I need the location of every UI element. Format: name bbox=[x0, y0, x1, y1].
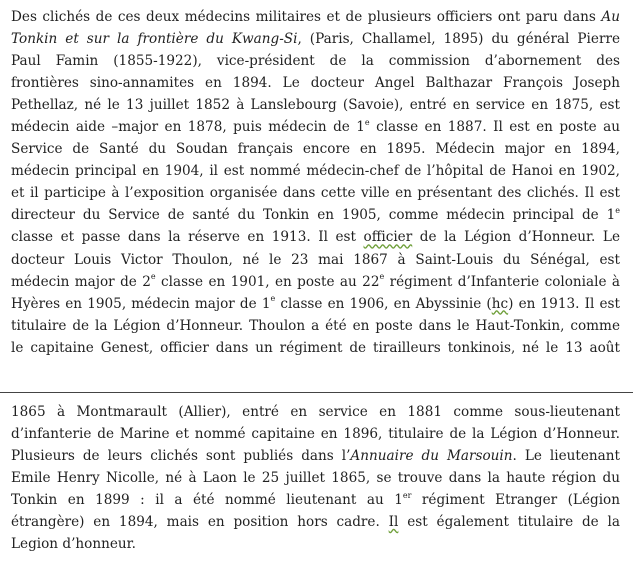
text-line: Paul Famin (1855-1922), vice-président de la commission d’abornement des bbox=[11, 53, 620, 70]
text-run: médecin aide –major en 1878, puis médecin de 1 bbox=[11, 119, 365, 136]
text-line: Pethellaz, né le 13 juillet 1852 à Lanslebourg (Savoie), entré en service en 1875, est bbox=[11, 97, 620, 114]
text-run: Hyères en 1905, médecin major de 1 bbox=[11, 295, 271, 312]
text-run: ) en 1913. Il est bbox=[508, 295, 620, 312]
spellcheck-word: officier bbox=[363, 229, 413, 246]
text-line: docteur Louis Victor Thoulon, né le 23 mai 1867 à Saint-Louis du Sénégal, est bbox=[11, 251, 620, 268]
text-line bbox=[11, 489, 620, 511]
superscript: e bbox=[379, 272, 385, 282]
superscript: e bbox=[150, 272, 156, 282]
page-divider bbox=[0, 392, 633, 393]
text-line: Service de Santé du Soudan français encore en 1895. Médecin major en 1894, bbox=[11, 141, 620, 158]
text-line: d’infanterie de Marine et nommé capitaine en 1896, titulaire de la Légion d’Honneur. bbox=[11, 426, 620, 443]
text-run: , (Paris, Challamel, 1895) du général Pierre bbox=[297, 31, 620, 48]
text-line: le capitaine Genest, officier dans un régiment de tirailleurs tonkinois, né le 13 août bbox=[11, 339, 620, 356]
text-line bbox=[11, 271, 620, 293]
text-run: classe en 1887. Il est en poste au bbox=[376, 119, 620, 136]
superscript: er bbox=[402, 490, 412, 500]
text-run: régiment d’Infanterie coloniale à bbox=[389, 273, 621, 290]
italic-text: Annuaire du Marsouin bbox=[350, 448, 513, 465]
text-line bbox=[11, 226, 620, 248]
text-line: et il participe à l’exposition organisée dans cette ville en présentant des clichés. Il est bbox=[11, 185, 620, 202]
text-line: Emile Henry Nicolle, né à Laon le 25 juillet 1865, se trouve dans la haute région du bbox=[11, 470, 620, 487]
superscript: e bbox=[364, 117, 370, 127]
text-line bbox=[11, 6, 620, 28]
text-run: classe en 1906, en Abyssinie ( bbox=[280, 295, 492, 312]
text-run: classe en 1901, en poste au 22 bbox=[161, 273, 380, 290]
superscript: e bbox=[615, 205, 620, 215]
text-line bbox=[11, 445, 620, 467]
text-run: de la Légion d’Honneur. Le bbox=[419, 229, 620, 246]
text-line: 1865 à Montmarault (Allier), entré en service en 1881 comme sous-lieutenant bbox=[11, 404, 620, 420]
text-run: Tonkin en 1899 : il a été nommé lieutenant au 1 bbox=[11, 492, 403, 509]
superscript: e bbox=[270, 294, 276, 304]
text-line: Legion d’honneur. bbox=[11, 536, 136, 553]
paragraph-upper bbox=[11, 6, 620, 359]
spellcheck-word: Il bbox=[388, 514, 399, 531]
text-line bbox=[11, 28, 620, 50]
italic-text: Tonkin et sur la frontière du Kwang-Si bbox=[11, 31, 298, 48]
text-run: Des clichés de ces deux médecins militaires et de plusieurs officiers ont paru dans bbox=[11, 9, 596, 25]
text-line bbox=[11, 204, 620, 226]
paragraph-lower bbox=[11, 401, 620, 555]
text-line: titulaire de la Légion d’Honneur. Thoulon a été en poste dans le Haut-Tonkin, comme bbox=[11, 317, 620, 334]
text-run: régiment Etranger (Légion bbox=[421, 492, 620, 509]
text-line bbox=[11, 293, 620, 315]
text-run: Plusieurs de leurs clichés sont publiés dans l’ bbox=[11, 448, 351, 465]
text-run: directeur du Service de santé du Tonkin en 1905, comme médecin principal de 1 bbox=[11, 207, 616, 224]
text-line bbox=[11, 116, 620, 138]
spellcheck-word: hc bbox=[491, 295, 509, 312]
text-run: médecin major de 2 bbox=[11, 273, 151, 290]
text-run: étrangère) en 1894, mais en position hors cadre. bbox=[11, 514, 380, 531]
text-line: médecin principal en 1904, il est nommé médecin-chef de l’hôpital de Hanoi en 1902, bbox=[11, 163, 620, 180]
text-run: est également titulaire de la bbox=[407, 514, 620, 531]
text-line bbox=[11, 511, 620, 533]
text-line: frontières sino-annamites en 1894. Le docteur Angel Balthazar François Joseph bbox=[11, 75, 620, 92]
text-run: classe et passe dans la réserve en 1913. Il est bbox=[11, 229, 356, 246]
italic-text: Au bbox=[601, 9, 620, 25]
text-run: . Le lieutenant bbox=[512, 448, 620, 465]
